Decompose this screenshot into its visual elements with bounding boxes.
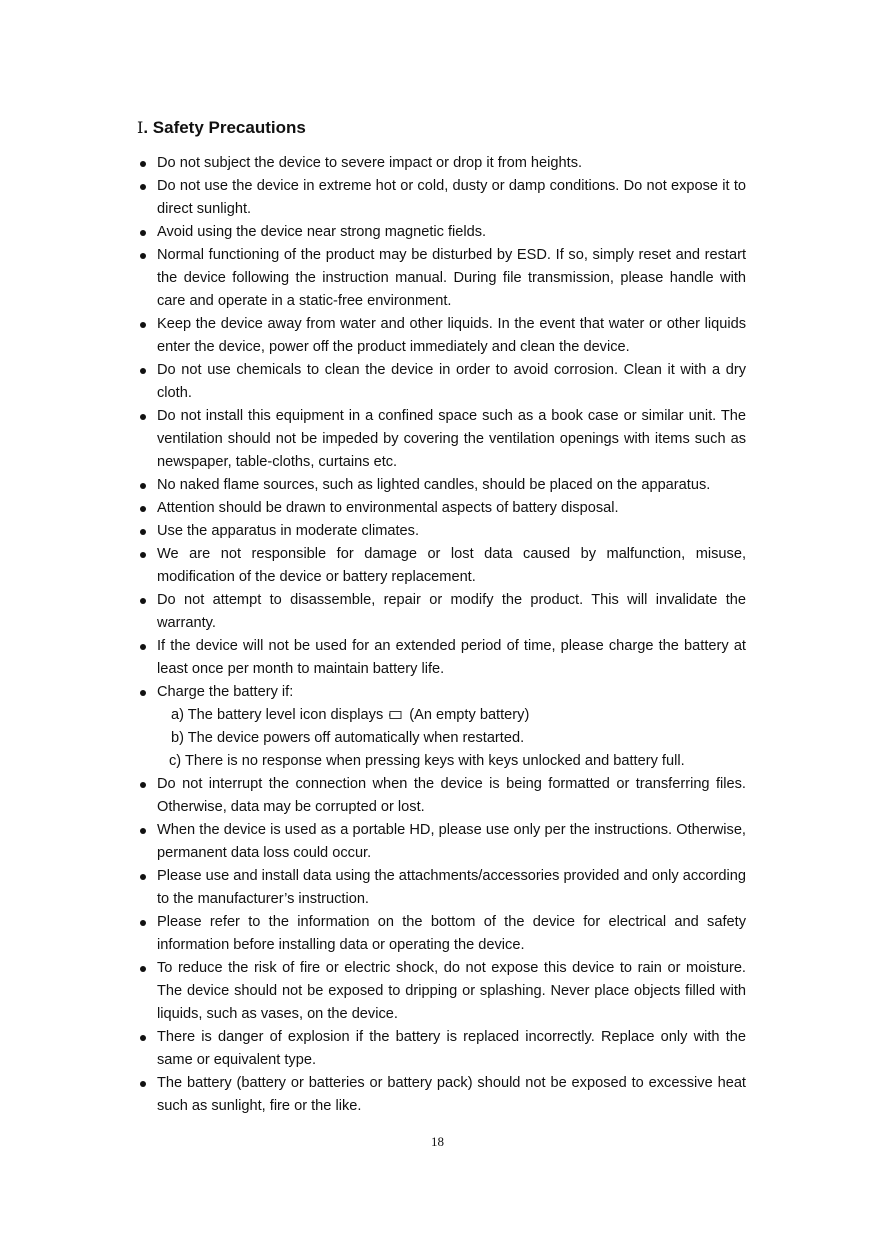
list-item: Do not install this equipment in a confined space such as a book case or similar unit. The ventilation should not be impeded by covering the ventilation openings with items such as newspaper, table-cloths, curtains etc. <box>136 405 746 474</box>
bullet-icon <box>140 368 146 374</box>
list-item: Do not use chemicals to clean the device in order to avoid corrosion. Clean it with a dry cloth. <box>136 359 746 405</box>
bullet-icon <box>140 782 146 788</box>
section-title: . Safety Precautions <box>143 118 306 137</box>
section-heading <box>137 118 306 138</box>
list-item: Please refer to the information on the bottom of the device for electrical and safety information before installing data or operating the device. <box>136 911 746 957</box>
section-numeral: Ⅰ <box>137 118 144 137</box>
list-item: Attention should be drawn to environmental aspects of battery disposal. <box>136 497 746 520</box>
bullet-icon <box>140 483 146 489</box>
empty-battery-icon <box>389 710 403 720</box>
charge-intro: Charge the battery if: <box>157 684 294 700</box>
bullet-icon <box>140 184 146 190</box>
charge-condition-c: c) There is no response when pressing keys with keys unlocked and battery full. <box>169 753 685 769</box>
page-number: 18 <box>431 1134 444 1149</box>
list-item: Please use and install data using the attachments/accessories provided and only according to the manufacturer’s instruction. <box>136 865 746 911</box>
bullet-icon <box>140 920 146 926</box>
list-item: Avoid using the device near strong magnetic fields. <box>136 221 746 244</box>
bullet-icon <box>140 253 146 259</box>
bullet-icon <box>140 1081 146 1087</box>
list-item: Do not interrupt the connection when the device is being formatted or transferring files. Otherwise, data may be corrupted or lost. <box>136 773 746 819</box>
bullet-icon <box>140 552 146 558</box>
list-item: Use the apparatus in moderate climates. <box>136 520 746 543</box>
list-item: To reduce the risk of fire or electric shock, do not expose this device to rain or moisture. The device should not be exposed to dripping or splashing. Never place objects filled with liquids, such as vases, on the device. <box>136 957 746 1026</box>
bullet-icon <box>140 1035 146 1041</box>
list-item: Do not attempt to disassemble, repair or modify the product. This will invalidate the warranty. <box>136 589 746 635</box>
bullet-icon <box>140 874 146 880</box>
list-item: Keep the device away from water and other liquids. In the event that water or other liquids enter the device, power off the product immediately and clean the device. <box>136 313 746 359</box>
safety-precautions-list <box>136 152 746 1118</box>
list-item: Normal functioning of the product may be disturbed by ESD. If so, simply reset and restart the device following the instruction manual. During file transmission, please handle with care and operate in a static-free environment. <box>136 244 746 313</box>
charge-condition-b: b) The device powers off automatically when restarted. <box>171 730 525 746</box>
bullet-icon <box>140 529 146 535</box>
bullet-icon <box>140 690 146 696</box>
list-item: No naked flame sources, such as lighted candles, should be placed on the apparatus. <box>136 474 746 497</box>
list-item: If the device will not be used for an extended period of time, please charge the battery at least once per month to maintain battery life. <box>136 635 746 681</box>
bullet-icon <box>140 322 146 328</box>
bullet-icon <box>140 230 146 236</box>
bullet-icon <box>140 644 146 650</box>
list-item-charge-battery <box>136 681 746 773</box>
list-item: Do not use the device in extreme hot or cold, dusty or damp conditions. Do not expose it to direct sunlight. <box>136 175 746 221</box>
bullet-icon <box>140 414 146 420</box>
bullet-icon <box>140 506 146 512</box>
bullet-icon <box>140 828 146 834</box>
list-item: The battery (battery or batteries or battery pack) should not be exposed to excessive heat such as sunlight, fire or the like. <box>136 1072 746 1118</box>
bullet-icon <box>140 966 146 972</box>
list-item: We are not responsible for damage or lost data caused by malfunction, misuse, modification of the device or battery replacement. <box>136 543 746 589</box>
bullet-icon <box>140 161 146 167</box>
charge-condition-a: a) The battery level icon displays (An empty battery) <box>171 707 530 723</box>
bullet-icon <box>140 598 146 604</box>
list-item: When the device is used as a portable HD, please use only per the instructions. Otherwise, permanent data loss could occur. <box>136 819 746 865</box>
list-item: Do not subject the device to severe impact or drop it from heights. <box>136 152 746 175</box>
list-item: There is danger of explosion if the battery is replaced incorrectly. Replace only with the same or equivalent type. <box>136 1026 746 1072</box>
